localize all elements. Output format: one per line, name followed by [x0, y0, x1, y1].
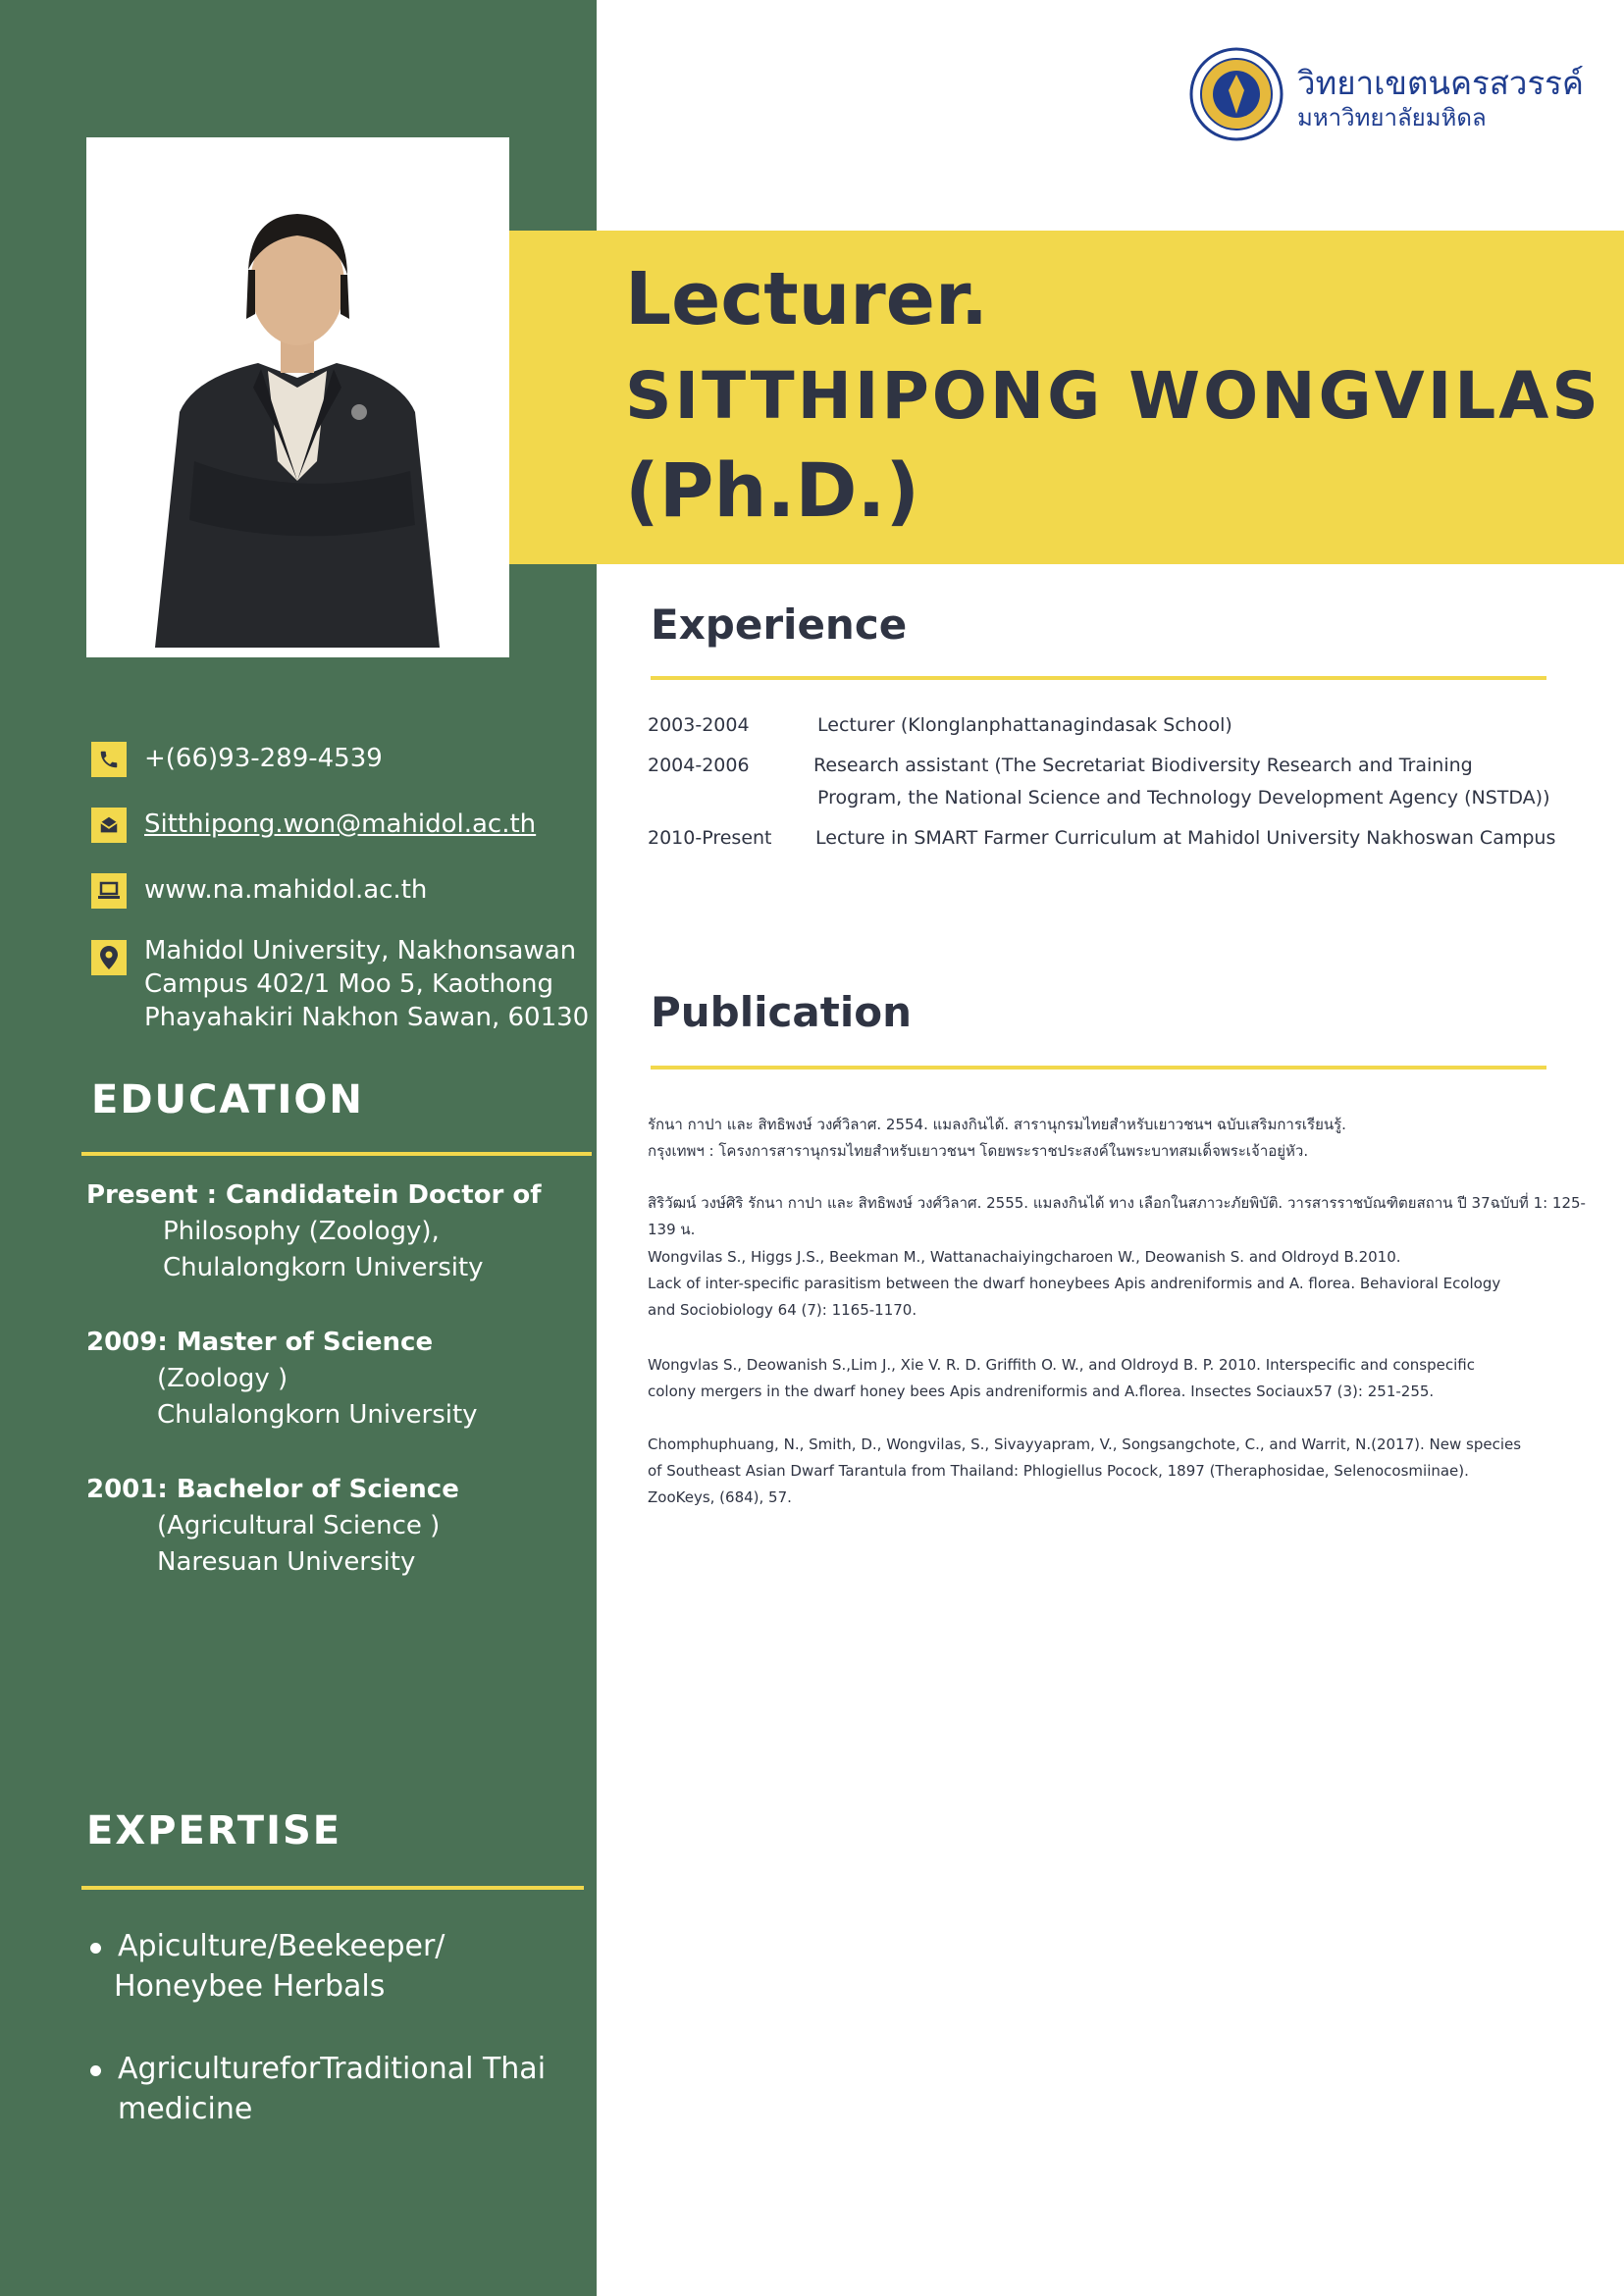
publication-line: Lack of inter-specific parasitism between the dwarf honeybees Apis andreniformis and A. florea. Behavioral Ecology	[648, 1275, 1501, 1292]
publication-item	[648, 1432, 1604, 1511]
publication-line: สิริวัฒน์ วงษ์ศิริ รักนา กาปา และ สิทธิพงษ์ วงศ์วิลาศ. 2555. แมลงกินได้ ทาง เลือกในสภาวะภัยพิบัติ. วารสารราชบัณฑิตยสถาน ปี 37ฉบับที่ 1: 125-139 น.	[648, 1194, 1586, 1238]
expertise-item	[90, 2049, 581, 2129]
bullet-icon	[90, 2065, 101, 2076]
publication-item	[648, 1190, 1604, 1243]
expertise-item-line: Apiculture/Beekeeper/	[118, 1929, 445, 1963]
publication-line: Chomphuphuang, N., Smith, D., Wongvilas, S., Sivayyapram, V., Songsangchote, C., and Warrit, N.(2017). New species	[648, 1435, 1522, 1453]
publication-line: กรุงเทพฯ : โครงการสารานุกรมไทยสำหรับเยาวชนฯ โดยพระราชประสงค์ในพระบาทสมเด็จพระเจ้าอยู่หัว.	[648, 1142, 1309, 1160]
publication-line: colony mergers in the dwarf honey bees Apis andreniformis and A.florea. Insectes Sociaux57 (3): 251-255.	[648, 1383, 1435, 1400]
experience-desc: Program, the National Science and Technology Development Agency (NSTDA))	[817, 787, 1550, 809]
person-name: SITTHIPONG WONGVILAS	[625, 358, 1601, 434]
education-item	[86, 1472, 587, 1581]
email-icon	[91, 808, 127, 843]
contact-address	[91, 934, 589, 1034]
expertise-item-line: AgricultureforTraditional Thai	[118, 2052, 547, 2086]
expertise-rule	[81, 1886, 584, 1890]
campus-name-thai: วิทยาเขตนครสวรรค์	[1297, 64, 1584, 102]
experience-year: 2004-2006	[648, 755, 750, 776]
publication-heading: Publication	[651, 988, 913, 1036]
education-item-head: 2009: Master of Science	[86, 1328, 434, 1357]
publication-line: รักนา กาปา และ สิทธิพงษ์ วงศ์วิลาศ. 2554. แมลงกินได้. สารานุกรมไทยสำหรับเยาวชนฯ ฉบับเสริมการเรียนรู้.	[648, 1116, 1346, 1133]
experience-year: 2010-Present	[648, 827, 772, 849]
education-item-school: Naresuan University	[157, 1547, 416, 1577]
address-line-3: Phayahakiri Nakhon Sawan, 60130	[144, 1003, 590, 1032]
bullet-icon	[90, 1943, 101, 1954]
address-line-1: Mahidol University, Nakhonsawan	[144, 936, 577, 965]
education-item-school: Chulalongkorn University	[157, 1400, 478, 1430]
experience-year: 2003-2004	[648, 714, 750, 736]
email-link[interactable]: Sitthipong.won@mahidol.ac.th	[144, 809, 537, 839]
education-item	[86, 1177, 587, 1286]
contact-phone	[91, 742, 383, 777]
expertise-heading: EXPERTISE	[86, 1808, 342, 1853]
experience-desc: Lecture in SMART Farmer Curriculum at Mahidol University Nakhoswan Campus	[815, 827, 1556, 849]
education-item	[86, 1325, 587, 1434]
experience-rule	[651, 676, 1546, 680]
website-url[interactable]: www.na.mahidol.ac.th	[144, 875, 428, 905]
contact-website	[91, 873, 427, 909]
map-pin-icon	[91, 940, 127, 975]
publication-item	[648, 1352, 1604, 1405]
education-item-school: Chulalongkorn University	[163, 1253, 484, 1282]
publication-line: Wongvlas S., Deowanish S.,Lim J., Xie V. R. D. Griffith O. W., and Oldroyd B. P. 2010. Interspecific and conspecific	[648, 1356, 1475, 1374]
education-item-field: Philosophy (Zoology),	[163, 1217, 440, 1246]
education-item-field: (Zoology )	[157, 1364, 288, 1393]
mahidol-seal-icon	[1189, 47, 1283, 141]
publication-item	[648, 1112, 1604, 1165]
publication-line: and Sociobiology 64 (7): 1165-1170.	[648, 1301, 917, 1319]
experience-desc: Lecturer (Klonglanphattanagindasak School)	[817, 714, 1232, 736]
expertise-item-line: Honeybee Herbals	[114, 1969, 386, 2004]
contact-email	[91, 808, 536, 843]
publication-line: Wongvilas S., Higgs J.S., Beekman M., Wattanachaiyingcharoen W., Deowanish S. and Oldroyd B.2010.	[648, 1248, 1401, 1266]
experience-heading: Experience	[651, 600, 908, 649]
publication-line: ZooKeys, (684), 57.	[648, 1488, 792, 1506]
education-rule	[81, 1152, 592, 1156]
experience-desc: Research assistant (The Secretariat Biodiversity Research and Training	[813, 755, 1473, 776]
education-item-head: 2001: Bachelor of Science	[86, 1475, 459, 1504]
expertise-item	[90, 1926, 581, 2007]
university-name-thai: มหาวิทยาลัยมหิดล	[1297, 104, 1487, 131]
phone-number: +(66)93-289-4539	[144, 744, 383, 773]
publication-item	[648, 1244, 1604, 1324]
expertise-item-line: medicine	[118, 2092, 253, 2126]
publication-line: of Southeast Asian Dwarf Tarantula from Thailand: Phlogiellus Pocock, 1897 (Theraphosidae, Selenocosmiinae).	[648, 1462, 1469, 1480]
laptop-icon	[91, 873, 127, 909]
profile-photo	[86, 137, 509, 657]
address-line-2: Campus 402/1 Moo 5, Kaothong	[144, 969, 553, 999]
education-item-field: (Agricultural Science )	[157, 1511, 441, 1540]
university-logo	[1189, 47, 1283, 145]
address	[144, 934, 589, 1034]
publication-rule	[651, 1066, 1546, 1070]
education-item-head: Present : Candidatein Doctor of	[86, 1180, 542, 1210]
education-heading: EDUCATION	[91, 1077, 364, 1122]
position-title: Lecturer.	[625, 257, 988, 341]
person-photo-illustration	[86, 137, 509, 657]
degree-title: (Ph.D.)	[625, 446, 920, 534]
phone-icon	[91, 742, 127, 777]
